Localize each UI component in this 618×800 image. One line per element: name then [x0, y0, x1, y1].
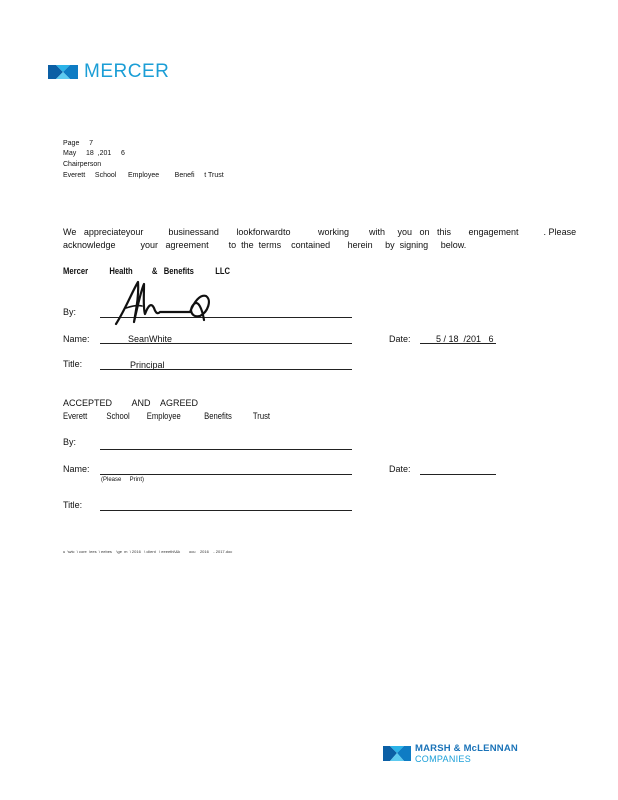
- mercer-logo-mark-icon: [48, 63, 78, 81]
- body-line-2: acknowledge your agreement to the terms contained herein by signing below.: [63, 240, 467, 250]
- footer-file-path: u \wtc \ core \ees \ eebes \ge m \ 2016 \ client \ eeeethl\&k ocu 2016 - 2017.doc: [63, 549, 233, 554]
- mercer-date-line: [420, 343, 496, 344]
- accepted-name-label: Name:: [63, 464, 90, 474]
- accepted-date-line: [420, 474, 496, 475]
- mercer-name-line: [100, 343, 352, 344]
- mmc-logo: [383, 743, 523, 765]
- mercer-date-value: 5 / 18 /201 6: [436, 334, 494, 344]
- mercer-title-value: Principal: [130, 360, 165, 370]
- mmc-logo-line1: MARSH & McLENNAN: [415, 743, 518, 754]
- mercer-logo: [48, 60, 178, 84]
- mercer-company-name: Mercer Health & Benefits LLC: [63, 266, 231, 276]
- page-number: Page 7: [63, 140, 93, 147]
- mercer-date-label: Date:: [389, 334, 411, 344]
- accepted-date-label: Date:: [389, 464, 411, 474]
- mercer-name-value: SeanWhite: [128, 334, 173, 344]
- accepted-by-line: [100, 449, 352, 450]
- mmc-logo-line2: COMPANIES: [415, 754, 472, 764]
- letter-date: May 18 ,201 6: [63, 150, 125, 157]
- signature-image: [112, 278, 222, 328]
- accepted-name-line: [100, 474, 352, 475]
- body-line-1: We appreciateyour businessand lookforwardto working with you on this engagement . Please: [63, 227, 577, 237]
- mercer-title-line: [100, 369, 352, 370]
- accepted-title-line: [100, 510, 352, 511]
- mmc-logo-mark-icon: [383, 745, 411, 762]
- mercer-title-label: Title:: [63, 359, 83, 369]
- mercer-name-label: Name:: [63, 334, 90, 344]
- accepted-org: Everett School Employee Benefits Trust: [63, 411, 271, 421]
- accepted-title-label: Title:: [63, 500, 83, 510]
- recipient-title: Chairperson: [63, 161, 102, 168]
- mercer-logo-text: MERCER: [84, 61, 170, 82]
- accepted-print-hint: (Please Print): [101, 477, 145, 483]
- accepted-heading: ACCEPTED AND AGREED: [63, 398, 199, 408]
- mercer-by-label: By:: [63, 307, 77, 317]
- accepted-by-label: By:: [63, 437, 77, 447]
- recipient-org: Everett School Employee Benefi t Trust: [63, 172, 224, 179]
